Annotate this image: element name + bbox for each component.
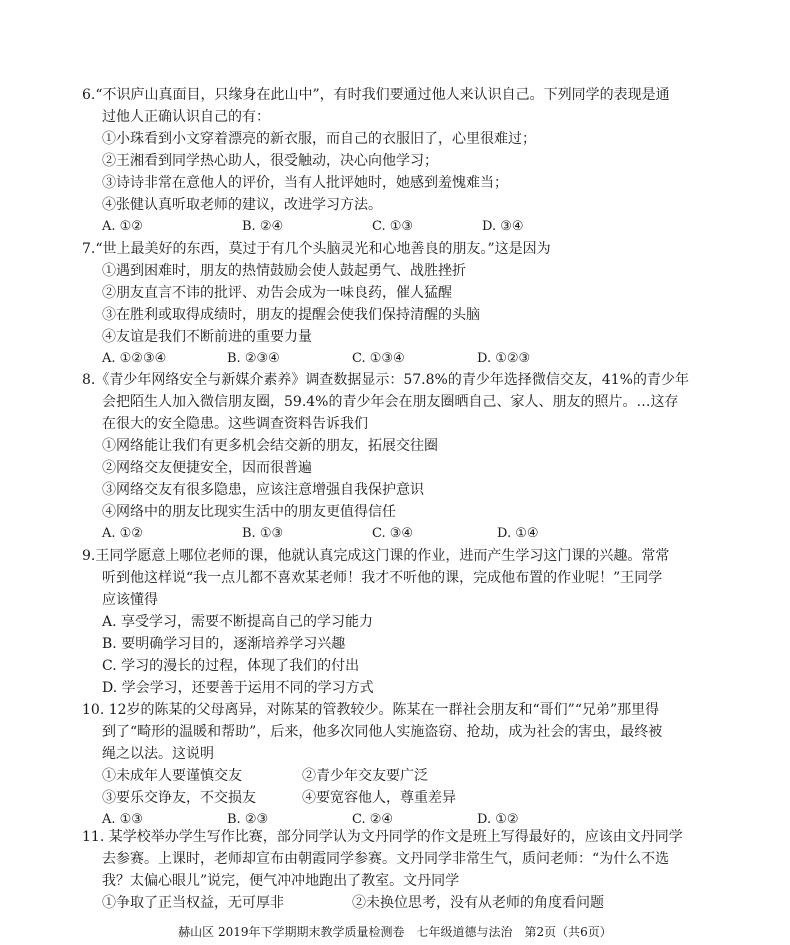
question-8 bbox=[82, 369, 742, 545]
option-a: A. 享受学习，需要不断提高自己的学习能力 bbox=[102, 614, 374, 630]
option-b: B. ②③④ bbox=[227, 351, 280, 366]
question-stem-line: 10. 12岁的陈某的父母离异，对陈某的管教较少。陈某在一群社会朋友和“哥们”“兄弟”那里得 bbox=[82, 702, 660, 718]
question-7 bbox=[82, 238, 742, 370]
statement-item: ②青少年交友要广泛 bbox=[302, 768, 428, 784]
option-a: A. ①②③④ bbox=[102, 351, 167, 366]
statement-item: ①未成年人要谨慎交友 bbox=[102, 768, 242, 784]
question-stem-line: 应该懂得 bbox=[102, 592, 158, 608]
question-6 bbox=[82, 84, 742, 238]
option-b: B. ②③ bbox=[227, 812, 269, 827]
statement-item: ②王湘看到同学热心助人，很受触动，决心向他学习； bbox=[102, 153, 438, 169]
statement-item: ④友谊是我们不断前进的重要力量 bbox=[102, 329, 312, 345]
statement-item: ④要宽容他人，尊重差异 bbox=[302, 790, 456, 806]
statement-item: ③网络交友有很多隐患，应该注意增强自我保护意识 bbox=[102, 482, 424, 498]
statement-item: ②朋友直言不讳的批评、劝告会成为一味良药，催人猛醒 bbox=[102, 285, 452, 301]
option-b: B. ①③ bbox=[242, 526, 284, 541]
question-stem-line: 在很大的安全隐患。这些调查资料告诉我们 bbox=[102, 416, 368, 432]
question-stem-line: 11. 某学校举办学生写作比赛，部分同学认为文丹同学的作文是班上写得最好的，应该由文丹同学 bbox=[82, 829, 683, 845]
question-9 bbox=[82, 545, 742, 699]
option-a: A. ①② bbox=[102, 219, 143, 234]
question-stem-line: 6.“不识庐山真面目，只缘身在此山中”，有时我们要通过他人来认识自己。下列同学的表现是通 bbox=[82, 87, 670, 103]
question-stem-line: 9.王同学愿意上哪位老师的课，他就认真完成这门课的作业，进而产生学习这门课的兴趣。常常 bbox=[82, 548, 670, 564]
statement-item: ④张健认真听取老师的建议，改进学习方法。 bbox=[102, 197, 382, 213]
option-d: D. 学会学习，还要善于运用不同的学习方式 bbox=[102, 680, 374, 696]
option-c: C. ①③ bbox=[372, 219, 414, 234]
statement-item: ①争取了正当权益，无可厚非 bbox=[102, 895, 284, 911]
statement-item: ①小珠看到小文穿着漂亮的新衣服，而自己的衣服旧了，心里很难过； bbox=[102, 131, 536, 147]
question-stem-line: 绳之以法。这说明 bbox=[102, 746, 214, 762]
question-11 bbox=[82, 826, 742, 914]
option-a: A. ①③ bbox=[102, 812, 143, 827]
answer-options bbox=[102, 216, 742, 238]
option-c: C. ②④ bbox=[352, 812, 394, 827]
statement-pair bbox=[102, 892, 742, 914]
statement-item: ①网络能让我们有更多机会结交新的朋友，拓展交往圈 bbox=[102, 438, 438, 454]
option-d: D. ①④ bbox=[497, 526, 539, 541]
statement-item: ④网络中的朋友比现实生活中的朋友更值得信任 bbox=[102, 504, 396, 520]
question-stem-line: 去参赛。上课时，老师却宣布由朝霞同学参赛。文丹同学非常生气，质问老师：“为什么不选 bbox=[102, 851, 670, 867]
statement-pair bbox=[102, 765, 742, 787]
statement-item: ③要乐交诤友，不交损友 bbox=[102, 790, 256, 806]
answer-options bbox=[102, 523, 742, 545]
option-c: C. 学习的漫长的过程，体现了我们的付出 bbox=[102, 658, 360, 674]
answer-options bbox=[102, 348, 742, 370]
statement-item: ③诗诗非常在意他人的评价，当有人批评她时，她感到羞愧难当； bbox=[102, 175, 508, 191]
question-stem-line: 听到他这样说“我一点儿都不喜欢某老师！我才不听他的课，完成他布置的作业呢！”王同学 bbox=[102, 570, 663, 586]
option-c: C. ①③④ bbox=[352, 351, 405, 366]
statement-item: ②网络交友便捷安全，因而很普遍 bbox=[102, 460, 312, 476]
option-d: D. ①② bbox=[477, 812, 519, 827]
option-b: B. ②④ bbox=[242, 219, 284, 234]
option-d: D. ③④ bbox=[482, 219, 524, 234]
option-d: D. ①②③ bbox=[477, 351, 531, 366]
option-a: A. ①② bbox=[102, 526, 143, 541]
question-stem-line: 到了“畸形的温暖和帮助”，后来，他多次同他人实施盗窃、抢劫，成为社会的害虫，最终被 bbox=[102, 724, 663, 740]
question-stem-line: 7.“世上最美好的东西，莫过于有几个头脑灵光和心地善良的朋友。”这是因为 bbox=[82, 241, 551, 257]
page-footer: 赫山区 2019年下学期期末教学质量检测卷 七年级道德与法治 第2页（共6页） bbox=[178, 925, 612, 939]
question-stem-line: 8.《青少年网络安全与新媒介素养》调查数据显示：57.8%的青少年选择微信交友，41%的青少年 bbox=[82, 372, 689, 388]
option-b: B. 要明确学习目的，逐渐培养学习兴趣 bbox=[102, 636, 346, 652]
question-stem-line: 我？太偏心眼儿”说完，便气冲冲地跑出了教室。文丹同学 bbox=[102, 873, 460, 889]
question-stem-line: 会把陌生人加入微信朋友圈，59.4%的青少年会在朋友圈晒自己、家人、朋友的照片。…这存 bbox=[102, 394, 679, 410]
statement-item: ②未换位思考，没有从老师的角度看问题 bbox=[352, 895, 604, 911]
statement-pair bbox=[102, 787, 742, 809]
option-c: C. ③④ bbox=[372, 526, 414, 541]
statement-item: ①遇到困难时，朋友的热情鼓励会使人鼓起勇气、战胜挫折 bbox=[102, 263, 466, 279]
statement-item: ③在胜利或取得成绩时，朋友的提醒会使我们保持清醒的头脑 bbox=[102, 307, 480, 323]
question-10 bbox=[82, 699, 742, 831]
question-stem-line: 过他人正确认识自己的有： bbox=[102, 109, 270, 125]
